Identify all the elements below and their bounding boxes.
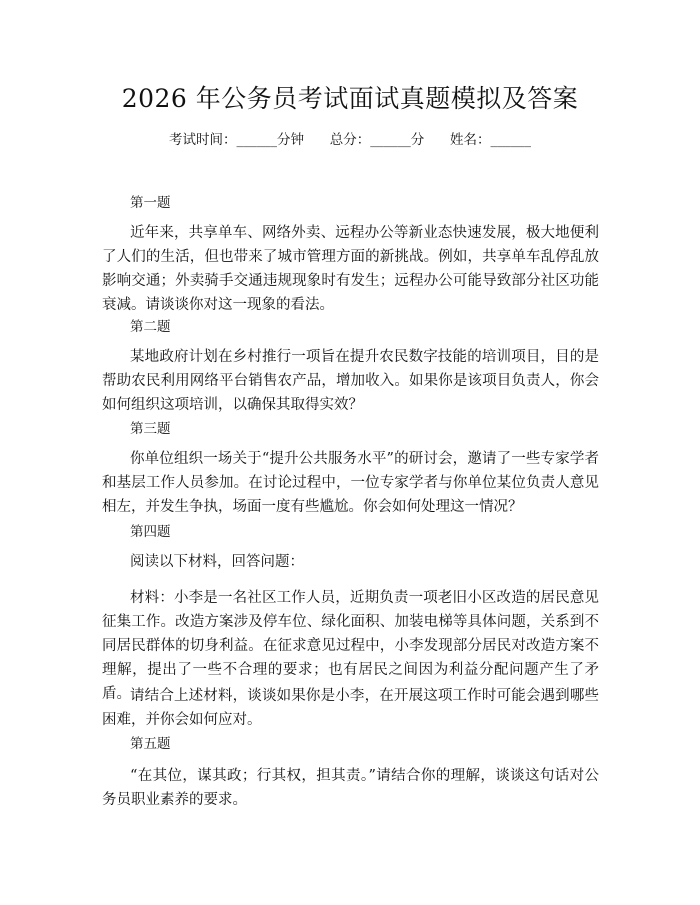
question-3-label: 第三题 <box>130 421 171 437</box>
question-3-text: 你单位组织一场关于“提升公共服务水平”的研讨会，邀请了一些专家学者和基层工作人员参加。在讨论过程中，一位专家学者与你单位某位负责人意见相左，并发生争执，场面一度有些尴尬。你会如何处理这一情况？ <box>102 451 599 515</box>
question-4-intro: 阅读以下材料，回答问题： <box>130 554 304 570</box>
question-1-label: 第一题 <box>130 195 171 211</box>
question-2-label: 第二题 <box>130 319 171 335</box>
exam-meta-line: 考试时间：______分钟 总分：______分 姓名：______ <box>169 132 531 148</box>
question-4-prompt: 请结合上述材料，谈谈如果你是小李，在开展这项工作时可能会遇到哪些困难，并你会如何应对。 <box>102 688 599 728</box>
question-1-text: 近年来，共享单车、网络外卖、远程办公等新业态快速发展，极大地便利了人们的生活，但也带来了城市管理方面的新挑战。例如，共享单车乱停乱放影响交通；外卖骑手交通违规现象时有发生；远程办公可能导致部分社区功能衰减。请谈谈你对这一现象的看法。 <box>102 225 599 313</box>
page-title: 2026 年公务员考试面试真题模拟及答案 <box>121 84 579 113</box>
question-4-material: 材料：小李是一名社区工作人员，近期负责一项老旧小区改造的居民意见征集工作。改造方案涉及停车位、绿化面积、加装电梯等具体问题，关系到不同居民群体的切身利益。在征求意见过程中，小李发现部分居民对改造方案不理解，提出了一些不合理的要求；也有居民之间因为利益分配问题产生了矛盾。 <box>102 590 599 702</box>
question-2-text: 某地政府计划在乡村推行一项旨在提升农民数字技能的培训项目，目的是帮助农民利用网络平台销售农产品，增加收入。如果你是该项目负责人，你会如何组织这项培训，以确保其取得实效？ <box>102 349 599 413</box>
question-5-label: 第五题 <box>130 736 171 752</box>
question-4-label: 第四题 <box>130 524 171 540</box>
question-5-text: “在其位，谋其政；行其权，担其责。”请结合你的理解，谈谈这句话对公务员职业素养的要求。 <box>102 768 599 808</box>
